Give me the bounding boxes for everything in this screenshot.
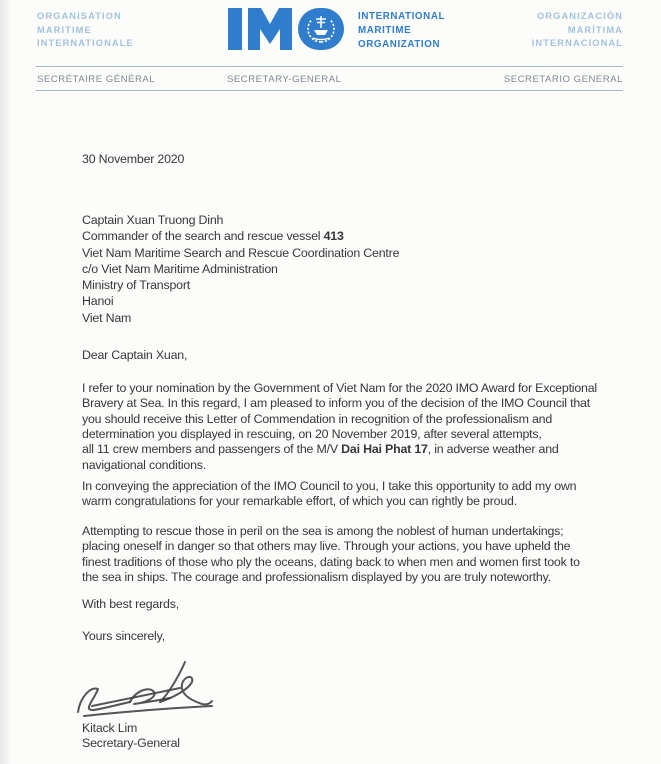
logo-letter-o [298,8,344,50]
letter-date: 30 November 2020 [82,152,185,166]
paragraph-3 [82,524,580,585]
paragraph-2 [82,479,576,510]
org-name-english-line: MARITIME [358,25,412,37]
org-name-english-line: ORGANIZATION [358,39,441,51]
address-line [82,228,399,244]
paragraph-line: placing oneself in danger so that others may live. Through your actions, you have upheld the [82,539,571,554]
logo-letter-m [248,8,292,50]
vessel-name: Dai Hai Phat 17 [341,442,428,457]
kitack-lim-signature-icon [72,654,222,726]
closing-regards: With best regards, [82,597,179,611]
paragraph-line [82,442,597,457]
signer-title: Secretary-General [82,736,180,750]
secretary-general-spanish-label: SECRETARIO GENERAL [503,74,623,85]
address-line: Viet Nam Maritime Search and Rescue Coordination Centre [82,245,400,260]
org-name-spanish-line: ORGANIZACIÓN [536,11,623,21]
paragraph-1 [82,381,597,473]
address-text: Commander of the search and rescue vessel [82,229,324,244]
address-line: Ministry of Transport [82,278,191,293]
logo-letter-i [228,8,242,50]
org-name-spanish-line: MARÍTIMA [567,24,623,35]
paragraph-text: all 11 crew members and passengers of the M/V [82,442,342,457]
handwritten-signature [72,654,222,726]
paragraph-line: In conveying the appreciation of the IMO Council to you, I take this opportunity to add my own [82,479,577,493]
header-divider-bottom [36,90,623,91]
recipient-address [82,212,399,326]
org-name-french-line: INTERNATIONALE [37,38,134,49]
org-name-french-line: ORGANISATION [37,11,122,21]
org-name-french [37,10,134,51]
sign-off: Yours sincerely, [82,629,165,643]
secretary-general-english-label: SECRETARY-GENERAL [227,74,342,85]
paragraph-line: you should receive this Letter of Commendation in recognition of the professionalism and [82,411,553,426]
paragraph-line: determination you displayed in rescuing, on 20 November 2019, after several attempts, [82,427,542,442]
imo-logo [228,8,344,50]
paragraph-line: the sea in ships. The courage and professionalism displayed by you are truly noteworthy. [82,570,551,585]
org-name-english [358,10,445,53]
org-name-spanish-line: INTERNACIONAL [531,38,623,49]
org-name-english-line: INTERNATIONAL [358,11,446,22]
address-line: Viet Nam [82,310,132,325]
paragraph-line: warm congratulations for your remarkable effort, of which you can rightly be proud. [82,494,517,509]
secretary-general-french-label: SECRÉTAIRE GÉNÉRAL [37,74,156,85]
header-divider-top [36,66,623,67]
signer-name: Kitack Lim [82,721,138,735]
paragraph-line: finest traditions of those who ply the oceans, dating back to when men and women first took to [82,554,580,569]
address-line: c/o Viet Nam Maritime Administration [82,261,278,276]
paragraph-line: I refer to your nomination by the Government of Viet Nam for the 2020 IMO Award for Exceptional [82,381,597,395]
paragraph-text: , in adverse weather and [427,442,559,457]
paragraph-line: Attempting to rescue those in peril on the sea is among the noblest of human undertakings; [82,524,564,538]
address-line: Captain Xuan Truong Dinh [82,213,224,227]
paragraph-line: Bravery at Sea. In this regard, I am pleased to inform you of the decision of the IMO Council that [82,396,590,411]
address-line: Hanoi [82,294,114,309]
salutation: Dear Captain Xuan, [82,348,188,362]
paragraph-line: navigational conditions. [82,457,207,472]
vessel-number: 413 [323,229,344,244]
imo-logo-icon [228,8,344,50]
org-name-french-line: MARITIME [37,24,92,35]
org-name-spanish [532,10,623,51]
